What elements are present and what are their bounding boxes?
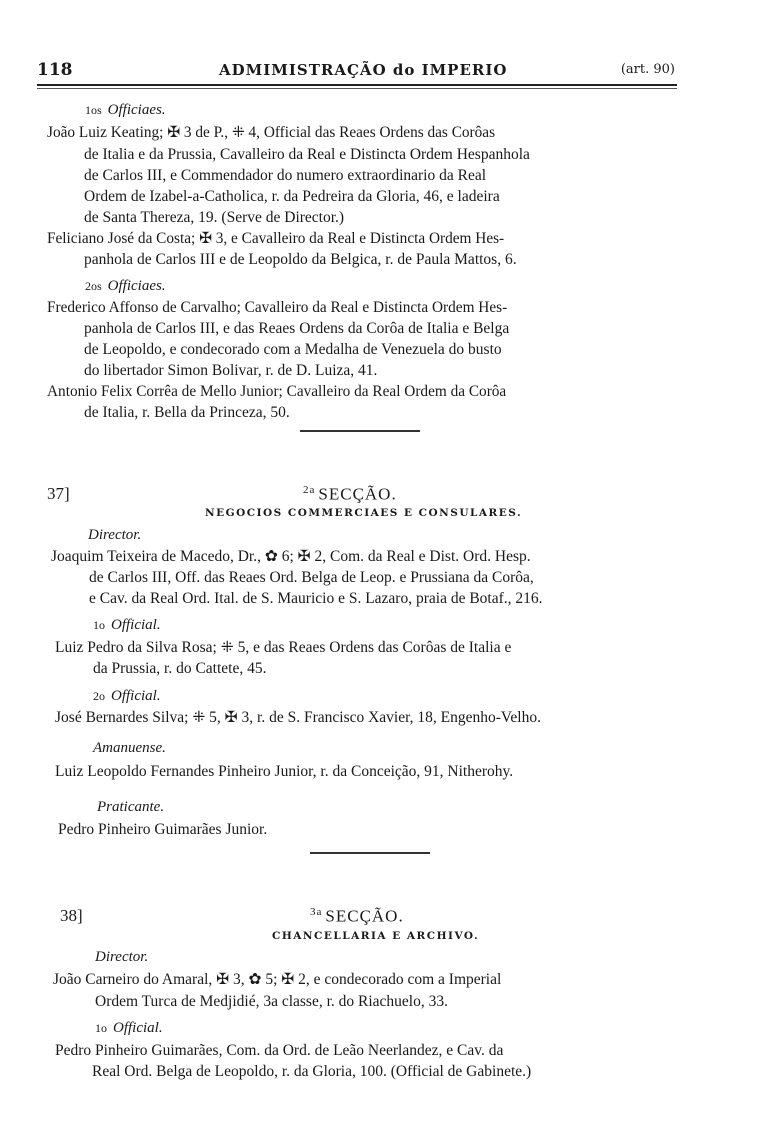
role-ordinal: 1o xyxy=(93,618,105,632)
official-1-heading xyxy=(95,1018,163,1038)
entry-line: panhola de Carlos III e de Leopoldo da Belgica, r. de Paula Mattos, 6. xyxy=(84,251,517,268)
role-title: Officiaes. xyxy=(107,278,166,294)
entry-line: de Carlos III, e Commendador do numero extraordinario da Real xyxy=(84,167,487,184)
article-reference: (art. 90) xyxy=(620,62,675,77)
director-label: Director. xyxy=(88,527,142,543)
header-rule xyxy=(37,84,677,86)
running-title: ADMIMISTRAÇÃO do IMPERIO xyxy=(219,61,508,79)
section-divider xyxy=(310,852,430,854)
section-title-text: SECÇÃO. xyxy=(325,906,404,926)
entry-line: Ordem Turca de Medjidié, 3a classe, r. do Riachuelo, 33. xyxy=(95,993,448,1010)
entry-line: Pedro Pinheiro Guimarães, Com. da Ord. de Leão Neerlandez, e Cav. da xyxy=(55,1042,504,1059)
entry-line: panhola de Carlos III, e das Reaes Ordens da Corôa de Italia e Belga xyxy=(84,320,510,337)
entry-line: da Prussia, r. do Cattete, 45. xyxy=(93,660,267,677)
page-number: 118 xyxy=(37,60,73,80)
entry-line: Luiz Pedro da Silva Rosa; ⁜ 5, e das Reaes Ordens das Corôas de Italia e xyxy=(55,639,512,656)
role-ordinal: 2o xyxy=(93,689,105,703)
role-ordinal: 1o xyxy=(95,1021,107,1035)
section-ordinal: 3a xyxy=(310,906,323,918)
entry-line: do libertador Simon Bolivar, r. de D. Luiza, 41. xyxy=(84,362,378,379)
role-ordinal: 1os xyxy=(85,103,102,117)
page-header xyxy=(37,60,675,82)
entry-line: e Cav. da Real Ord. Ital. de S. Mauricio e S. Lazaro, praia de Botaf., 216. xyxy=(89,590,543,607)
role-title: Official. xyxy=(113,1020,163,1036)
entry-line: de Leopoldo, e condecorado com a Medalha de Venezuela do busto xyxy=(84,341,502,358)
entry-line: de Italia e da Prussia, Cavalleiro da Real e Distincta Ordem Hespanhola xyxy=(84,146,530,163)
entry-line: João Carneiro do Amaral, ✠ 3, ✿ 5; ✠ 2, e condecorado com a Imperial xyxy=(53,971,502,988)
section-title xyxy=(303,484,397,505)
section-subtitle: CHANCELLARIA E ARCHIVO. xyxy=(272,930,480,942)
entry-line: Feliciano José da Costa; ✠ 3, e Cavalleiro da Real e Distincta Ordem Hes- xyxy=(47,230,505,247)
entry-line: José Bernardes Silva; ⁜ 5, ✠ 3, r. de S. Francisco Xavier, 18, Engenho-Velho. xyxy=(55,709,541,726)
role-title: Official. xyxy=(111,688,161,704)
official-2-heading xyxy=(93,686,161,706)
header-rule-thin xyxy=(37,88,677,89)
praticante-label: Praticante. xyxy=(97,799,165,815)
entry-line: Pedro Pinheiro Guimarães Junior. xyxy=(58,821,268,838)
section-ordinal: 2a xyxy=(303,484,316,496)
section-divider xyxy=(300,430,420,432)
section-subtitle: NEGOCIOS COMMERCIAES E CONSULARES. xyxy=(205,507,523,519)
role-heading-officiaes-2 xyxy=(85,276,166,296)
entry-line: Luiz Leopoldo Fernandes Pinheiro Junior, r. da Conceição, 91, Nitherohy. xyxy=(55,763,514,780)
section-number: 37] xyxy=(47,484,70,503)
amanuense-label: Amanuense. xyxy=(93,740,166,756)
entry-line: Frederico Affonso de Carvalho; Cavalleiro da Real e Distincta Ordem Hes- xyxy=(47,299,508,316)
director-label: Director. xyxy=(95,949,149,965)
role-heading-officiaes-1 xyxy=(85,100,166,120)
entry-line: Joaquim Teixeira de Macedo, Dr., ✿ 6; ✠ 2, Com. da Real e Dist. Ord. Hesp. xyxy=(51,548,531,565)
section-title-text: SECÇÃO. xyxy=(318,484,397,504)
entry-line: de Italia, r. Bella da Princeza, 50. xyxy=(84,404,290,421)
entry-line: de Santa Thereza, 19. (Serve de Director.) xyxy=(84,209,345,226)
section-title xyxy=(310,906,404,927)
official-1-heading xyxy=(93,615,161,635)
entry-line: Ordem de Izabel-a-Catholica, r. da Pedreira da Gloria, 46, e ladeira xyxy=(84,188,500,205)
entry-line: de Carlos III, Off. das Reaes Ord. Belga de Leop. e Prussiana da Corôa, xyxy=(89,569,534,586)
entry-line: João Luiz Keating; ✠ 3 de P., ⁜ 4, Official das Reaes Ordens das Corôas xyxy=(47,124,496,141)
entry-line: Antonio Felix Corrêa de Mello Junior; Cavalleiro da Real Ordem da Corôa xyxy=(47,383,507,400)
role-ordinal: 2os xyxy=(85,279,102,293)
entry-line: Real Ord. Belga de Leopoldo, r. da Gloria, 100. (Official de Gabinete.) xyxy=(92,1063,532,1080)
role-title: Officiaes. xyxy=(107,102,166,118)
role-title: Official. xyxy=(111,617,161,633)
section-number: 38] xyxy=(60,906,83,925)
